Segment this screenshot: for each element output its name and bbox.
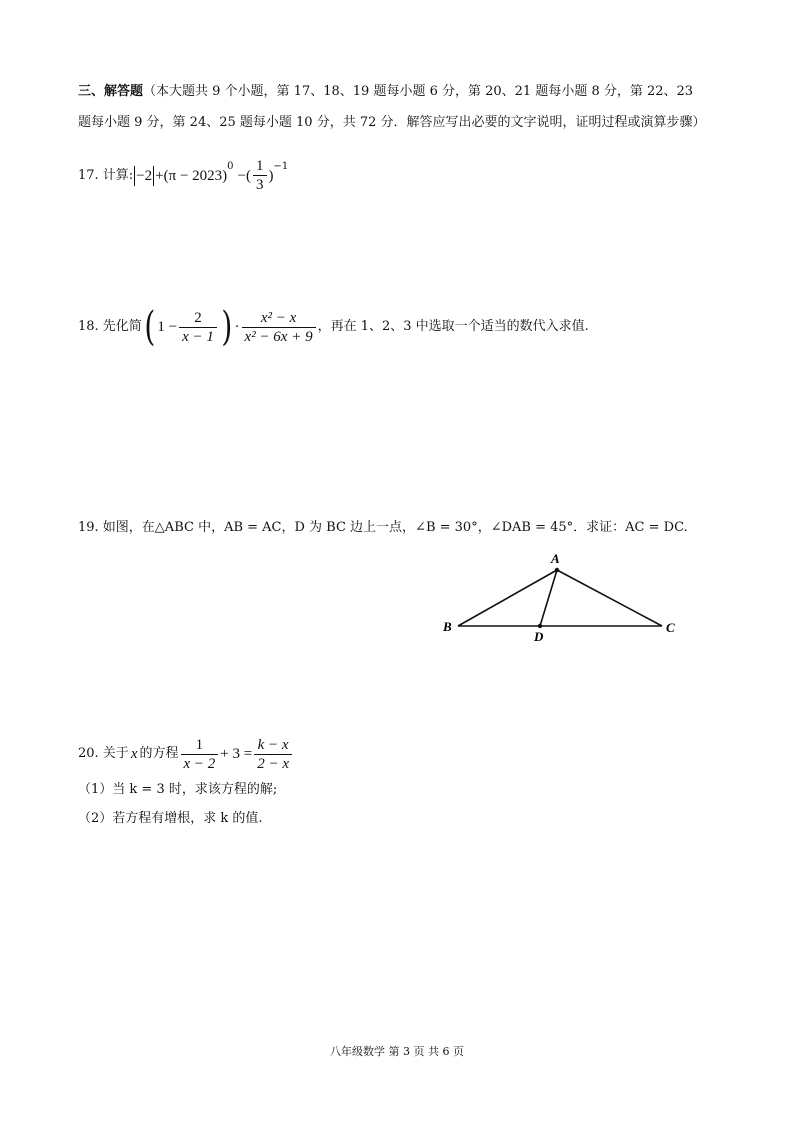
section-title: 三、解答题: [78, 84, 144, 99]
q17-fraction: [253, 157, 267, 194]
q20-plus3: + 3 =: [220, 746, 253, 762]
q18-fraction-2: [242, 309, 316, 346]
label-a: A: [551, 551, 560, 566]
q20-f2-num: k − x: [257, 736, 289, 753]
q18-dot: ·: [234, 319, 240, 335]
segment-ac: [557, 570, 662, 626]
point-a: [555, 568, 559, 572]
q18-f2-num: x² − x: [260, 309, 297, 326]
q20-f1-num: 1: [195, 736, 204, 753]
abs-bar-right: [153, 166, 154, 186]
q17-plus: +: [155, 167, 164, 184]
q20-part-2: （2）若方程有增根，求 k 的值.: [78, 811, 263, 826]
q18-one-minus: 1 −: [157, 319, 178, 335]
q20-mid: 的方程: [139, 746, 179, 761]
q17-paren-close: ): [268, 167, 274, 184]
q18-prefix: 18. 先化简: [78, 319, 142, 334]
q20-f2-den: 2 − x: [254, 754, 292, 773]
q20-part-1: （1）当 k = 3 时，求该方程的解;: [78, 782, 278, 797]
q18-f2-den: x² − 6x + 9: [242, 327, 316, 346]
q18-fraction-1: [179, 309, 217, 346]
abs-bar-left: [134, 166, 135, 186]
q18-f1-den: x − 1: [179, 327, 217, 346]
q17-prefix: 17. 计算:: [78, 167, 134, 183]
question-18: [78, 304, 589, 350]
q17-paren-expr: (π − 2023): [163, 167, 228, 184]
q18-f1-num: 2: [194, 309, 202, 326]
q17-minus: −: [237, 167, 246, 184]
q18-big-paren-open: (: [144, 304, 156, 350]
q17-exponent-neg1: −1: [273, 160, 289, 172]
section-note-line2: 题每小题 9 分，第 24、25 题每小题 10 分，共 72 分．解答应写出必要的文字说明，证明过程或演算步骤）: [78, 115, 706, 130]
section-note-line1: （本大题共 9 个小题，第 17、18、19 题每小题 6 分，第 20、21 题每小题 8 分，第 22、23: [143, 84, 694, 99]
q18-suffix: ，再在 1、2、3 中选取一个适当的数代入求值.: [317, 319, 589, 334]
q20-fraction-2: [254, 736, 292, 773]
q17-paren-open: (: [246, 167, 251, 184]
q18-big-paren-close: ): [221, 304, 233, 350]
q20-var: x: [130, 746, 138, 762]
section-heading: [78, 82, 693, 102]
label-c: C: [666, 620, 675, 635]
page-footer: 八年级数学 第 3 页 共 6 页: [330, 1045, 464, 1058]
label-b: B: [443, 619, 452, 634]
triangle-figure: [430, 545, 690, 645]
point-d: [538, 624, 542, 628]
q17-frac-den: 3: [253, 175, 267, 194]
question-17: [78, 157, 288, 194]
q17-exponent-zero: 0: [227, 160, 234, 172]
question-19: 19. 如图，在△ABC 中，AB = AC，D 为 BC 边上一点，∠B = 30°，∠DAB = 45°．求证：AC = DC.: [78, 520, 688, 535]
label-d: D: [534, 629, 544, 644]
q20-prefix: 20. 关于: [78, 746, 129, 761]
q17-abs-value: −2: [136, 167, 153, 184]
question-20: [78, 732, 294, 776]
q20-f1-den: x − 2: [181, 754, 219, 773]
q17-frac-num: 1: [256, 158, 264, 174]
q20-fraction-1: [181, 736, 219, 773]
